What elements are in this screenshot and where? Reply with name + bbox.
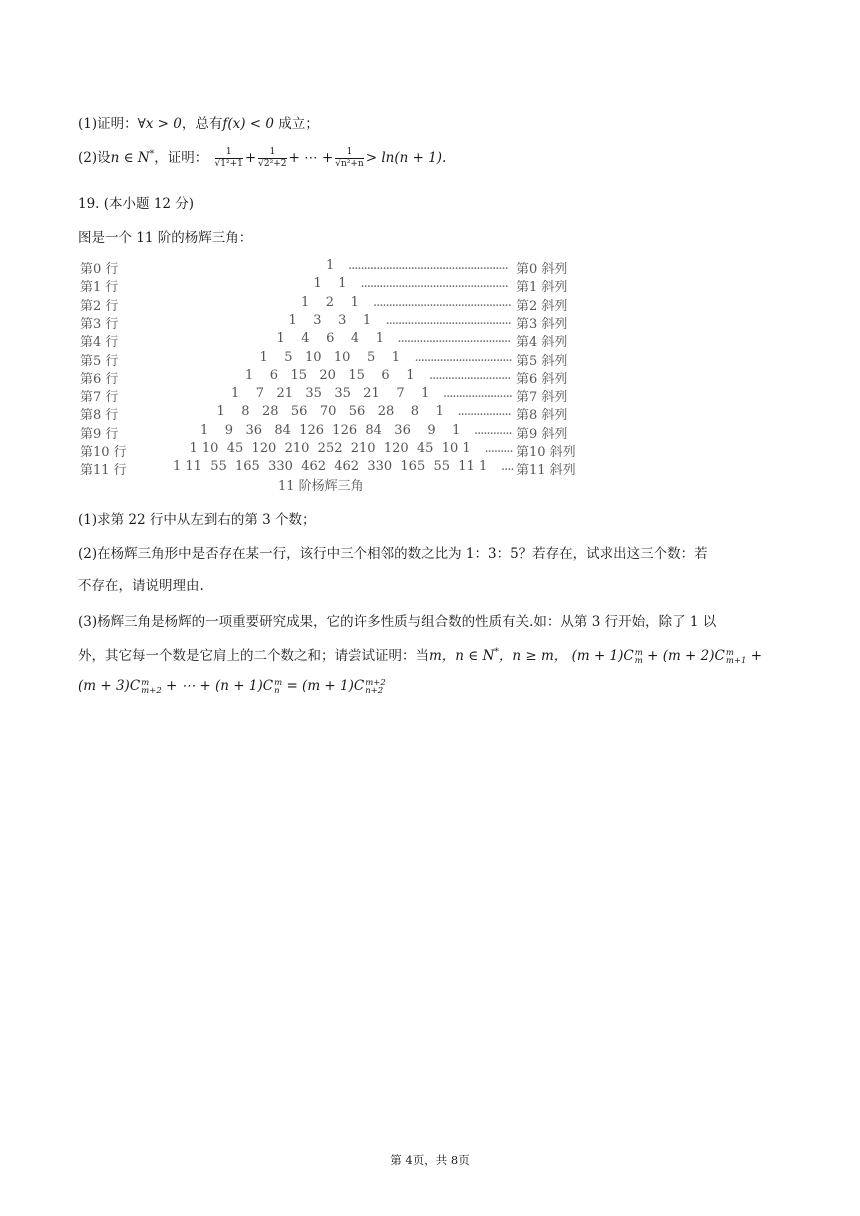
triangle-row xyxy=(80,258,592,276)
diagonal-label: 第4 斜列 xyxy=(516,335,568,351)
page-footer: 第 4页，共 8页 xyxy=(390,1153,470,1167)
row-label: 第9 行 xyxy=(80,426,119,442)
dotted-leader: ......... xyxy=(484,441,513,456)
q19-part3-line1: (3)杨辉三角是杨辉的一项重要研究成果，它的许多性质与组合数的性质有关.如：从第 3 行开始，除了 1 以 xyxy=(78,614,717,630)
dotted-leader: ............................... xyxy=(414,349,512,365)
triangle-row xyxy=(80,404,592,422)
dotted-leader: .......................... xyxy=(429,367,511,383)
q18-part2: (2)设n ∈ N*，证明： $\frac{1}{\text{√1²+1}}$ + $\frac{1}{\text{√2²+2}}$ + ⋯ + $\frac{1}{\text{√n²+n}}$ > ln(n + 1). xyxy=(78,147,447,169)
q19-part3-line2: 外，其它每一个数是它肩上的二个数之和；请尝试证明：当m，n ∈ N*，n ≥ m， (m + 1)C m m + (m + 2)C m m+1 + xyxy=(78,647,763,666)
dotted-leader: .... xyxy=(501,459,514,475)
q19-part2-line2: 不存在，请说明理由. xyxy=(78,578,204,594)
fraction-n: $\frac{1}{\text{√n²+n}}$ xyxy=(335,147,364,169)
triangle-row xyxy=(80,441,592,459)
dotted-leader: ............................................... xyxy=(360,276,508,292)
dotted-leader: ........................................ xyxy=(385,312,511,328)
row-label: 第11 行 xyxy=(80,463,127,479)
fraction-1: $\frac{1}{\text{√1²+1}}$ xyxy=(214,147,243,169)
triangle-row xyxy=(80,313,592,331)
row-label: 第0 行 xyxy=(80,262,119,277)
q19-part2-line1: (2)在杨辉三角形中是否存在某一行，该行中三个相邻的数之比为 1：3：5？若存在，试求出这三个数：若 xyxy=(78,546,708,562)
triangle-row xyxy=(80,423,592,441)
row-label: 第8 行 xyxy=(80,408,119,424)
diagonal-label: 第8 斜列 xyxy=(516,408,568,424)
row-label: 第5 行 xyxy=(80,353,119,369)
dotted-leader: ............................................ xyxy=(373,294,511,310)
row-label: 第6 行 xyxy=(80,371,119,387)
row-label: 第2 行 xyxy=(80,298,119,314)
row-label: 第1 行 xyxy=(80,280,119,296)
row-values: 1 4 6 4 1 xyxy=(276,331,384,347)
row-values: 1 8 28 56 70 56 28 8 1 xyxy=(216,404,444,420)
row-values: 1 5 10 10 5 1 xyxy=(259,349,401,365)
diagonal-label: 第11 斜列 xyxy=(516,463,576,479)
triangle-row xyxy=(80,331,592,349)
dotted-leader: ................. xyxy=(457,404,511,420)
row-values: 1 11 55 165 330 462 462 330 165 55 11 1 xyxy=(173,459,488,475)
row-values: 1 1 xyxy=(313,276,347,292)
diagonal-label: 第7 斜列 xyxy=(516,390,568,406)
yanghui-triangle-figure xyxy=(80,258,592,492)
dotted-leader: ................................................... xyxy=(348,258,508,273)
diagonal-label: 第6 斜列 xyxy=(516,371,568,387)
diagonal-label: 第3 斜列 xyxy=(516,316,568,332)
q19-intro: 图是一个 11 阶的杨辉三角： xyxy=(78,230,253,246)
q19-part3-line3: (m + 3)C m m+2 + ⋯ + (n + 1)C m n = (m + 1)C m+2 n+2 xyxy=(78,677,386,696)
q18-part1: (1)证明：∀x > 0，总有f(x) < 0 成立； xyxy=(78,116,319,132)
row-label: 第7 行 xyxy=(80,390,119,406)
row-values: 1 xyxy=(326,258,335,273)
diagonal-label: 第9 斜列 xyxy=(516,426,568,442)
row-label: 第3 行 xyxy=(80,316,119,332)
diagonal-label: 第5 斜列 xyxy=(516,353,568,369)
row-values: 1 6 15 20 15 6 1 xyxy=(245,367,415,383)
row-label: 第10 行 xyxy=(80,445,127,460)
row-values: 1 10 45 120 210 252 210 120 45 10 1 xyxy=(189,441,471,456)
row-label: 第4 行 xyxy=(80,335,119,351)
diagonal-label: 第0 斜列 xyxy=(516,262,568,277)
triangle-row xyxy=(80,350,592,368)
triangle-row xyxy=(80,295,592,313)
triangle-row xyxy=(80,368,592,386)
row-values: 1 7 21 35 35 21 7 1 xyxy=(231,386,430,402)
diagonal-label: 第2 斜列 xyxy=(516,298,568,314)
diagonal-label: 第1 斜列 xyxy=(516,280,568,296)
triangle-row xyxy=(80,386,592,404)
triangle-caption: 11 阶杨辉三角 xyxy=(278,479,364,494)
row-values: 1 2 1 xyxy=(301,294,359,310)
q19-header: 19. (本小题 12 分) xyxy=(78,196,195,212)
diagonal-label: 第10 斜列 xyxy=(516,445,576,460)
row-values: 1 9 36 84 126 126 84 36 9 1 xyxy=(200,422,461,438)
triangle-row xyxy=(80,276,592,294)
dotted-leader: ...................... xyxy=(443,386,512,402)
fraction-2: $\frac{1}{\text{√2²+2}}$ xyxy=(258,147,287,169)
dotted-leader: ............ xyxy=(474,422,512,438)
row-values: 1 3 3 1 xyxy=(288,312,372,328)
dotted-leader: .................................... xyxy=(397,331,511,347)
q19-part1: (1)求第 22 行中从左到右的第 3 个数； xyxy=(78,512,316,528)
